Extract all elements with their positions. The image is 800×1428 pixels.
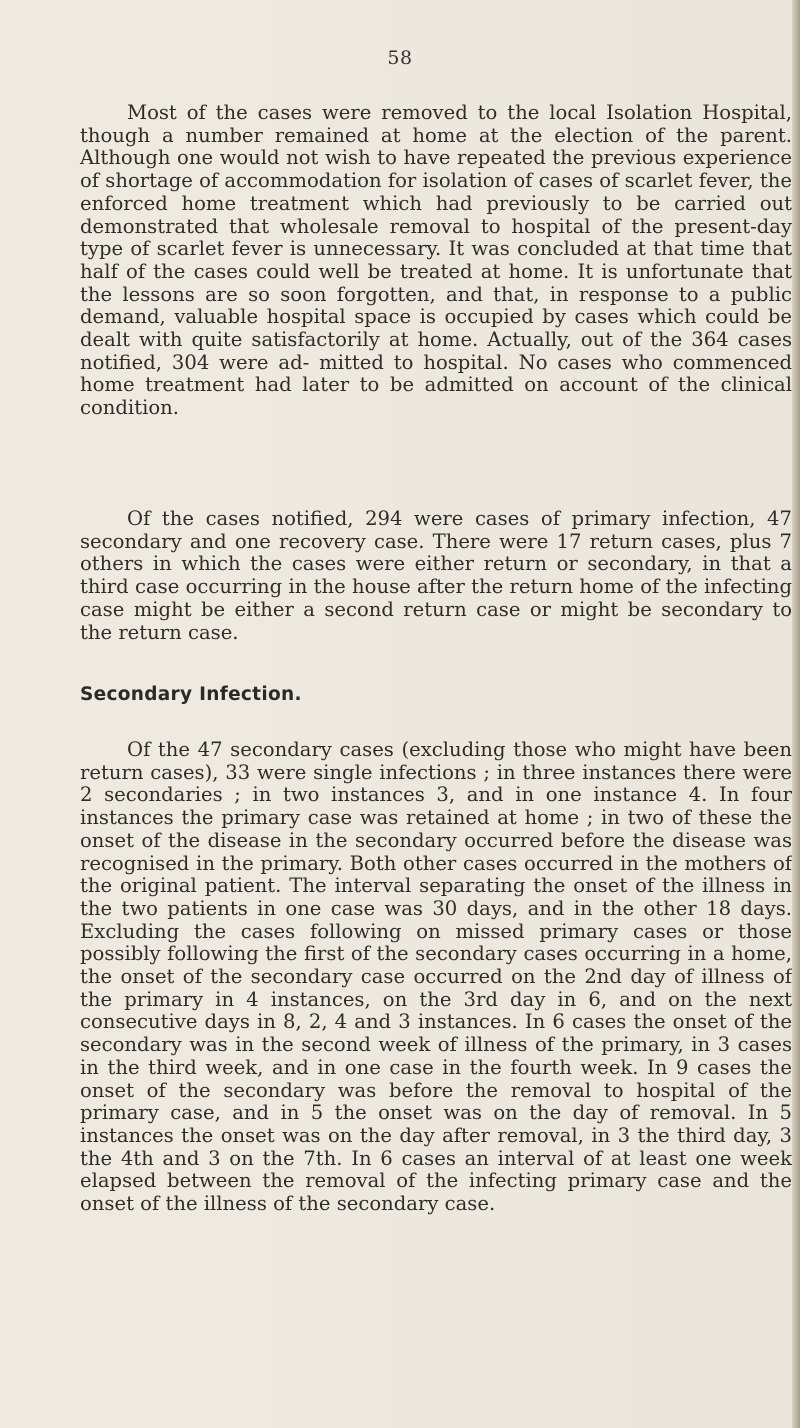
page-edge-shadow <box>792 0 800 1428</box>
section-heading-secondary-infection: Secondary Infection. <box>80 684 302 705</box>
paragraph-cases-notified: Of the cases notified, 294 were cases of primary infection, 47 secondary and one recovery case. There were 17 return cases, plus 7 others in which the cases were either return or secondary, in that a third case occurring in the house after the return home of the infecting case might be either a second return case or might be secondary to the return case. <box>80 507 792 644</box>
paragraph-secondary-cases: Of the 47 secondary cases (excluding those who might have been return cases), 33 were single infections ; in three instances there were 2 secondaries ; in two instances 3, and in one instance 4. In four instances the primary case was retained at home ; in two of these the onset of the disease in the secondary occurred before the disease was recognised in the primary. Both other cases occurred in the mothers of the original patient. The interval separating the onset of the illness in the two patients in one case was 30 days, and in the other 18 days. Excluding the cases following on missed primary cases or those possibly following the first of the secondary cases occurring in a home, the onset of the secondary case occurred on the 2nd day of illness of the primary in 4 instances, on the 3rd day in 6, and on the next consecutive days in 8, 2, 4 and 3 instances. In 6 cases the onset of the secondary was in the second week of illness of the primary, in 3 cases in the third week, and in one case in the fourth week. In 9 cases the onset of the secondary was before the removal to hospital of the primary case, and in 5 the onset was on the day of removal. In 5 instances the onset was on the day after removal, in 3 the third day, 3 the 4th and 3 on the 7th. In 6 cases an interval of at least one week elapsed between the removal of the infecting primary case and the onset of the illness of the secondary case. <box>80 738 792 1216</box>
page-number: 58 <box>387 47 413 69</box>
paragraph-hospital-removal: Most of the cases were removed to the local Isolation Hospital, though a number remained at home at the election of the parent. Although one would not wish to have repeated the previous experience of shortage of accommodation for isolation of cases of scarlet fever, the enforced home treatment which had previously to be carried out demonstrated that wholesale removal to hospital of the present-day type of scarlet fever is unnecessary. It was concluded at that time that half of the cases could well be treated at home. It is unfortunate that the lessons are so soon forgotten, and that, in response to a public demand, valuable hospital space is occupied by cases which could be dealt with quite satisfactorily at home. Actually, out of the 364 cases notified, 304 were ad- mitted to hospital. No cases who commenced home treatment had later to be admitted on account of the clinical condition. <box>80 101 792 420</box>
